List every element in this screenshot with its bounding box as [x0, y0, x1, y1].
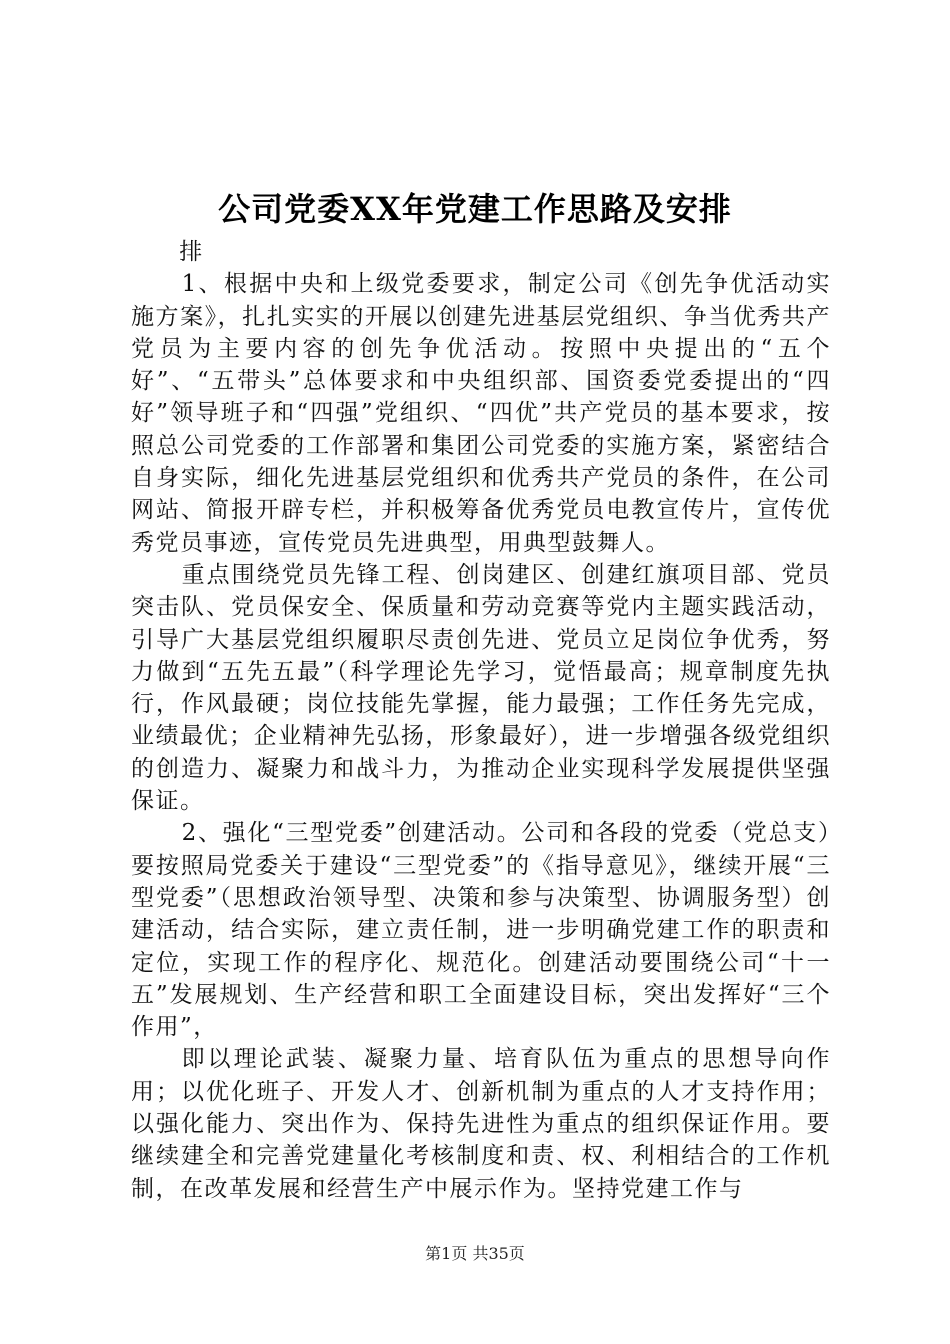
- paragraph-4: 即以理论武装、凝聚力量、培育队伍为重点的思想导向作用；以优化班子、开发人才、创新机制为重点的人才支持作用；以强化能力、突出作为、保持先进性为重点的组织保证作用。要继续建全和完善党建量化考核制度和责、权、利相结合的工作机制，在改革发展和经营生产中展示作为。坚持党建工作与: [131, 1046, 831, 1202]
- paragraph-1: 1、根据中央和上级党委要求，制定公司《创先争优活动实施方案》，扎扎实实的开展以创建先进基层党组织、争当优秀共产党员为主要内容的创先争优活动。按照中央提出的“五个好”、“五带头”总体要求和中央组织部、国资委党委提出的“四好”领导班子和“四强”党组织、“四优”共产党员的基本要求，按照总公司党委的工作部署和集团公司党委的实施方案，紧密结合自身实际，细化先进基层党组织和优秀共产党员的条件，在公司网站、简报开辟专栏，并积极筹备优秀党员电教宣传片，宣传优秀党员事迹，宣传党员先进典型，用典型鼓舞人。: [131, 271, 831, 556]
- paragraph-2: 重点围绕党员先锋工程、创岗建区、创建红旗项目部、党员突击队、党员保安全、保质量和劳动竞赛等党内主题实践活动，引导广大基层党组织履职尽责创先进、党员立足岗位争优秀，努力做到“五先五最”（科学理论先学习，觉悟最高；规章制度先执行，作风最硬；岗位技能先掌握，能力最强；工作任务先完成，业绩最优；企业精神先弘扬，形象最好），进一步增强各级党组织的创造力、凝聚力和战斗力，为推动企业实现科学发展提供坚强保证。: [131, 561, 831, 815]
- paragraph-fragment: 排: [179, 239, 204, 265]
- document-body: [131, 236, 831, 1205]
- document-title: 公司党委XX年党建工作思路及安排: [218, 190, 732, 228]
- paragraph-3: 2、强化“三型党委”创建活动。公司和各段的党委（党总支）要按照局党委关于建设“三型党委”的《指导意见》，继续开展“三型党委”（思想政治领导型、决策和参与决策型、协调服务型）创建活动，结合实际，建立责任制，进一步明确党建工作的职责和定位，实现工作的程序化、规范化。创建活动要围绕公司“十一五”发展规划、生产经营和职工全面建设目标，突出发挥好“三个作用”，: [131, 820, 831, 1041]
- page-footer: 第1页 共35页: [425, 1244, 525, 1263]
